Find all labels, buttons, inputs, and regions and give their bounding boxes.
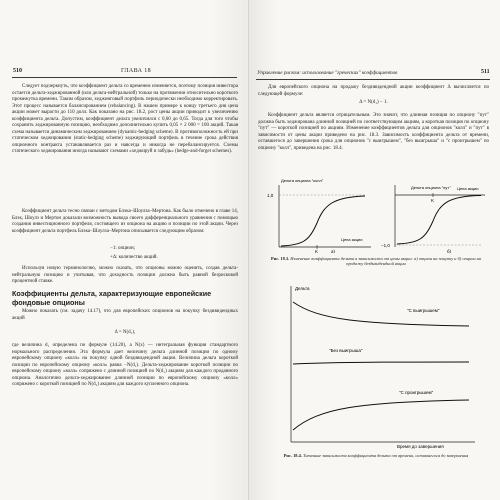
figure-18-4-caption	[263, 453, 489, 458]
x-axis-label: Цена акции	[341, 237, 363, 242]
x-axis-label: Время до завершения	[397, 444, 444, 449]
figure-18-3-svg	[261, 175, 489, 253]
right-page	[249, 0, 500, 500]
paragraph: Коэффициент дельта является отрицательным. Это значит, что длинная позиция по опциону "пут" должна быть хеджирована длинной позицией по соответствующим акциям, а короткая позиция по опциону "пут" — короткой позицией по акциям. Изменение коэффициентов дельта для опционов "колл" и "пут" в зависимости от цены акции приведено на рис. 18.3. Зависимость коэффициента дельта от времени, оставшегося до завершения срока для опционов "с выигрышем", "без выигрыша" и "с проигрышем" по опциону "колл", приведена на рис. 18.4.	[258, 113, 489, 151]
x-axis-label: Цена акции	[457, 186, 479, 191]
formula-delta-call: Δ = N(d₁),	[114, 330, 136, 335]
section-heading: Коэффициенты дельта, характеризующие европейские фондовые опционы	[12, 289, 212, 307]
x-tick-k: K	[315, 249, 319, 253]
figure-18-4-svg	[279, 282, 479, 450]
panel-label-a: а)	[331, 249, 336, 253]
paragraph: Используя новую терминологию, можно сказать, что опционы можно оценить, создав дельта-нейтральную позицию и учитывая, что доходность позиции должна быть равной безрисковой процентной ставке.	[12, 266, 238, 285]
paragraph: Для европейского опциона на продажу бездивидендной акции коэффициент Δ вычисляется по следующей формуле:	[258, 85, 489, 97]
series-label-otm: "С проигрышем"	[399, 390, 434, 395]
y-axis-label: Дельта	[295, 286, 310, 291]
put-delta-curve	[397, 196, 481, 245]
y-axis-label: Дельта опциона "пут"	[411, 185, 451, 190]
caption-text: Изменение коэффициента дельта в зависимости от цены акции: а) опцион на покупку и б) опцион на продажу бездивидендной акции	[290, 256, 481, 267]
header-rule	[256, 79, 490, 80]
x-tick-k: K	[431, 198, 435, 203]
y-bottom-tick: −1,0	[381, 243, 390, 248]
y-axis-label: Дельта опциона "колл"	[281, 178, 324, 183]
paragraph: Можно показать (см. задачу 14.17), что для европейских опционов на покупку бездивидендных акций	[12, 309, 238, 321]
page-number-right: 511	[481, 69, 490, 75]
series-label-itm: "С выигрышем"	[407, 308, 440, 313]
panel-label-b: б)	[447, 249, 452, 253]
figure-18-3-caption	[263, 256, 489, 267]
caption-text: Типичные зависимости коэффициента дельта от времени, оставшегося до завершения	[303, 453, 469, 458]
formula-line: −1: опцион;	[110, 246, 136, 251]
figure-18-4	[279, 282, 479, 450]
paragraph: Коэффициент дельта тесно связан с методом Блэка–Шоулза–Мертона. Как было отмечено в главе 14, Блэк, Шоулз и Мертон доказали возможность вывода своего дифференциального уравнения с помощью создания инвестиционного портфеля, состоящего из опциона на акцию и позиции по этой акции. Через коэффициент дельта портфель Блэка–Шоулза–Мертона описывается следующим образом:	[12, 209, 238, 234]
formula-delta-put: Δ = N(d₁) − 1.	[359, 100, 388, 105]
left-page	[0, 0, 249, 500]
page-number-left: 510	[13, 68, 22, 74]
paragraph: Следует подчеркнуть, что коэффициент дельта со временем изменяется, поэтому позиция инвестора остается дельта-хеджированной (или дельта-нейтральной) только на протяжении относительно короткого промежутка времени. Таким образом, хеджинговый портфель периодически необходимо корректировать. Этот процесс называется балансированием (rebalancing). В нашем примере к концу третьего дня цена акции может вырасти до 110 долл. Как показано на рис. 18.2, рост цены акции приводит к увеличению коэффициента дельта. Допустим, коэффициент дельта увеличился с 0,60 до 0,65. Тогда для того чтобы сохранить хеджированную позицию, необходимо дополнительно купить 0,05 × 2 000 = 100 акций. Такая схема называется динамическим хеджированием (dynamic-hedging scheme). В противоположность ей при статическом хеджировании (static-hedging scheme) хеджирующий портфель в течение срока действия опционного контракта устанавливается раз и навсегда и никогда не перебалансируется. Схемы статического хеджирования иногда называют схемами «хеджируй и забудь» (hedge-and-forget schemes).	[12, 84, 238, 155]
formula-line: +Δ: количество акций.	[110, 255, 158, 260]
otm-series-line	[293, 400, 469, 430]
y-top-tick: 1,0	[267, 193, 274, 198]
caption-label: Рис. 18.4.	[283, 453, 302, 458]
figure-18-3	[261, 175, 489, 253]
series-label-atm: "Без выигрыша"	[329, 348, 363, 353]
running-title: Управление риском: использование "греческих" коэффициентов	[257, 70, 398, 76]
paragraph: где величина d₁ определена по формуле (14.20), а N(x) — интегральная функция стандартного нормального распределения. Эта формула дает величину дельта длинной позиции по одному европейскому опциону «колл» на покупку одной бездивидендной акции. Величина дельта короткой позиции по европейскому опциону «колл» равна −N(d₁). Дельта-хеджирование короткой позиции по европейскому опциону «колл» сопряжено с длинной позицией по N(d₁) акциям для каждого проданного опциона. Аналогично дельта-хеджирование длинной позиции по европейскому опциону «колл» сопряжено с короткой позицией по N(d₁) акциям для каждого купленного опциона.	[12, 343, 238, 388]
header-rule	[12, 77, 237, 78]
chapter-title: ГЛАВА 18	[121, 68, 152, 74]
caption-label: Рис. 18.3.	[271, 256, 290, 261]
panel-a	[267, 178, 371, 253]
itm-series-line	[293, 302, 469, 326]
panel-b	[381, 185, 485, 253]
atm-series-line	[293, 362, 469, 364]
